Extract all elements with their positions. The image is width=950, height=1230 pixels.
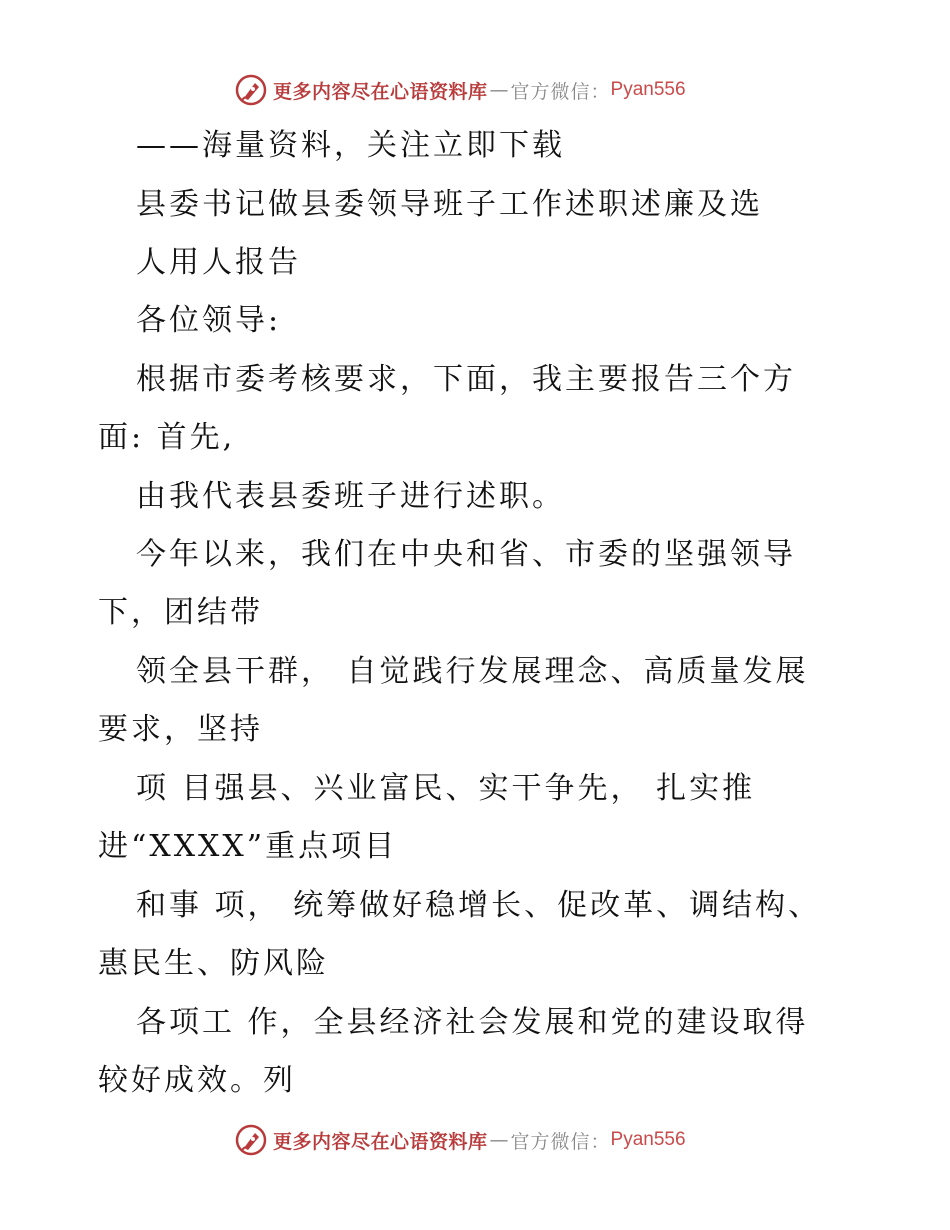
footer-banner bbox=[235, 1123, 686, 1157]
doc-line: 进“XXXX”重点项目 bbox=[98, 829, 398, 864]
banner-official-label: 官方微信： bbox=[510, 1130, 611, 1153]
doc-line: 惠民生、防风险 bbox=[98, 946, 329, 981]
doc-line: 今年以来，我们在中央和省、市委的坚强领导 bbox=[136, 537, 796, 572]
doc-line: 领全县干群， 自觉践行发展理念、高质量发展 bbox=[136, 654, 809, 689]
doc-line: 根据市委考核要求，下面，我主要报告三个方 bbox=[136, 362, 796, 397]
doc-line: 项 目强县、兴业富民、实干争先， 扎实推 bbox=[136, 771, 756, 806]
doc-salutation: 各位领导: bbox=[136, 303, 282, 338]
banner-title: 更多内容尽在心语资料库 bbox=[273, 1130, 488, 1153]
header-banner bbox=[235, 73, 686, 107]
pen-nib-logo-icon bbox=[235, 1124, 267, 1156]
doc-title-line-1: 县委书记做县委领导班子工作述职述廉及选 bbox=[136, 187, 763, 222]
doc-line: 要求，坚持 bbox=[98, 712, 263, 747]
doc-line: 下，团结带 bbox=[98, 595, 263, 630]
doc-line: 各项工 作，全县经济社会发展和党的建设取得 bbox=[136, 1005, 809, 1040]
doc-line: 较好成效。列 bbox=[98, 1063, 296, 1098]
banner-wechat-id: Pyan556 bbox=[610, 79, 686, 100]
banner-dash: — bbox=[489, 79, 509, 101]
doc-line: 面: 首先, bbox=[98, 420, 236, 455]
banner-official-label: 官方微信： bbox=[510, 80, 611, 103]
doc-line: 由我代表县委班子进行述职。 bbox=[136, 479, 565, 514]
banner-title: 更多内容尽在心语资料库 bbox=[273, 80, 488, 103]
banner-wechat-id: Pyan556 bbox=[610, 1129, 686, 1150]
doc-title-line-2: 人用人报告 bbox=[136, 245, 301, 280]
pen-nib-logo-icon bbox=[235, 74, 267, 106]
doc-line: 和事 项， 统筹做好稳增长、促改革、调结构、 bbox=[136, 888, 822, 923]
banner-dash: — bbox=[489, 1129, 509, 1151]
doc-subtitle: ——海量资料，关注立即下载 bbox=[136, 128, 565, 163]
